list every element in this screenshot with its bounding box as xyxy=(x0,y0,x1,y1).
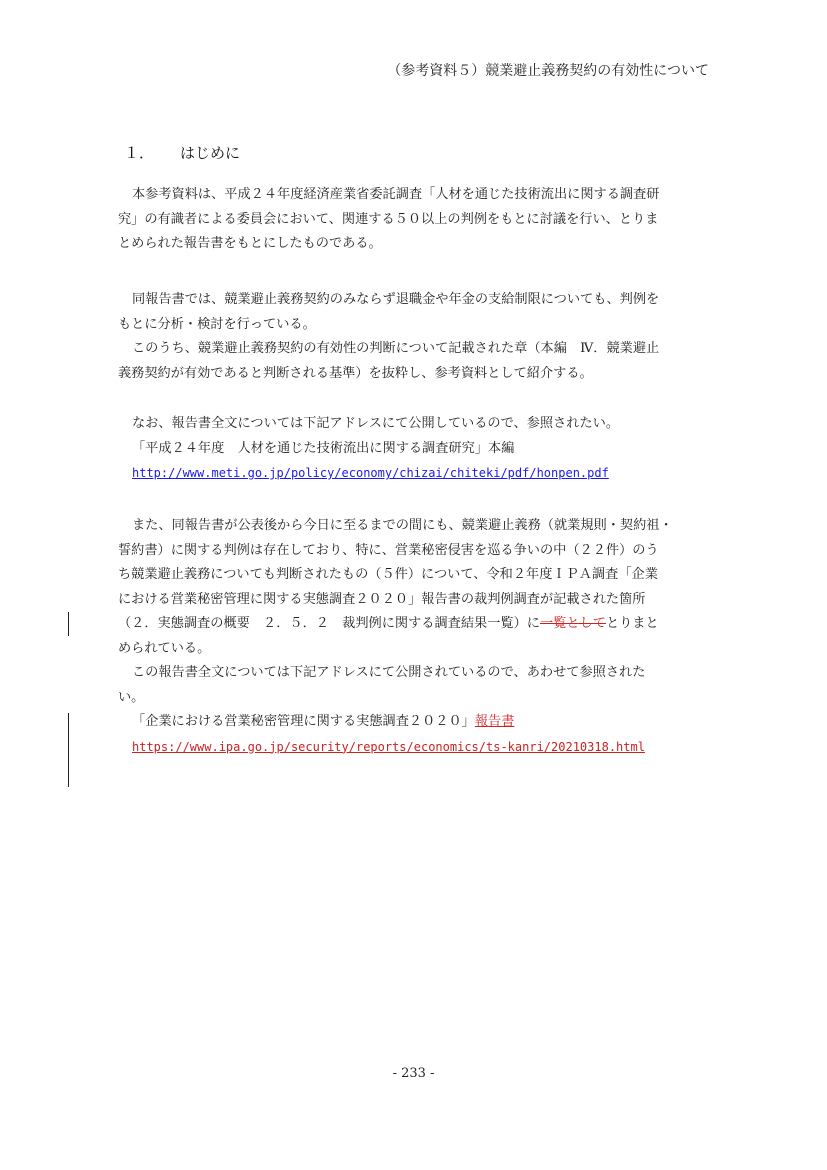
text-line: この報告書全文については下記アドレスにて公開されているので、あわせて参照された xyxy=(132,665,646,680)
text-line: い。 xyxy=(118,689,145,705)
deleted-text: 一覧として xyxy=(540,616,606,631)
text-line: また、同報告書が公表後から今日に至るまでの間にも、競業避止義務（就業規則・契約祖・ xyxy=(132,518,673,533)
section-heading xyxy=(124,142,240,163)
text-line: とめられた報告書をもとにしたものである。 xyxy=(118,236,382,251)
revision-bar xyxy=(68,612,69,636)
reference-title: 「平成２４年度 人材を通じた技術流出に関する調査研究」本編 xyxy=(132,440,515,456)
text-line: 誓約書）に関する判例は存在しており、特に、営業秘密侵害を巡る争いの中（２２件）のう xyxy=(118,542,659,558)
text-line-with-revision xyxy=(118,612,712,637)
text-line: 同報告書では、競業避止義務契約のみならず退職金や年金の支給制限についても、判例を xyxy=(132,292,660,307)
text-line: このうち、競業避止義務契約の有効性の判断について記載された章（本編 Ⅳ．競業避止 xyxy=(132,341,660,356)
paragraph-ipa-survey xyxy=(118,514,712,760)
reference-text: 「企業における営業秘密管理に関する実態調査２０２０」 xyxy=(132,714,475,729)
text-line: められている。 xyxy=(118,640,211,656)
text-line: ち競業避止義務についても判断されたもの（５件）について、令和２年度ＩＰＡ調査「企業 xyxy=(118,567,658,582)
text-line: もとに分析・検討を行っている。 xyxy=(118,316,316,332)
section-title: はじめに xyxy=(180,144,241,162)
ipa-report-link[interactable]: https://www.ipa.go.jp/security/reports/economics/ts-kanri/20210318.html xyxy=(132,739,645,754)
page-number: - 233 - xyxy=(392,1066,435,1081)
text-segment: とりまと xyxy=(605,616,659,631)
section-number: １． xyxy=(124,144,155,162)
text-line: 義務契約が有効であると判断される基準）を抜粋し、参考資料として紹介する。 xyxy=(118,365,593,381)
paragraph-report-scope xyxy=(118,288,712,386)
revision-bar xyxy=(68,713,69,787)
inserted-text: 報告書 xyxy=(474,714,515,729)
text-line: における営業秘密管理に関する実態調査２０２０」報告書の裁判例調査が記載された箇所 xyxy=(118,591,646,607)
meti-report-link[interactable]: http://www.meti.go.jp/policy/economy/chizai/chiteki/pdf/honpen.pdf xyxy=(132,466,609,480)
text-segment: （２．実態調査の概要 ２．５．２ 裁判例に関する調査結果一覧）に xyxy=(118,616,540,631)
text-line: なお、報告書全文については下記アドレスにて公開しているので、参照されたい。 xyxy=(132,416,620,431)
paragraph-meti-reference xyxy=(118,412,712,487)
running-header: （参考資料５）競業避止義務契約の有効性について xyxy=(387,63,709,79)
reference-title-ipa xyxy=(118,710,712,735)
paragraph-intro xyxy=(118,183,712,257)
text-line: 究」の有識者による委員会において、関連する５０以上の判例をもとに討議を行い、とりま xyxy=(118,211,659,227)
text-line: 本参考資料は、平成２４年度経済産業省委託調査「人材を通じた技術流出に関する調査研 xyxy=(132,187,660,202)
